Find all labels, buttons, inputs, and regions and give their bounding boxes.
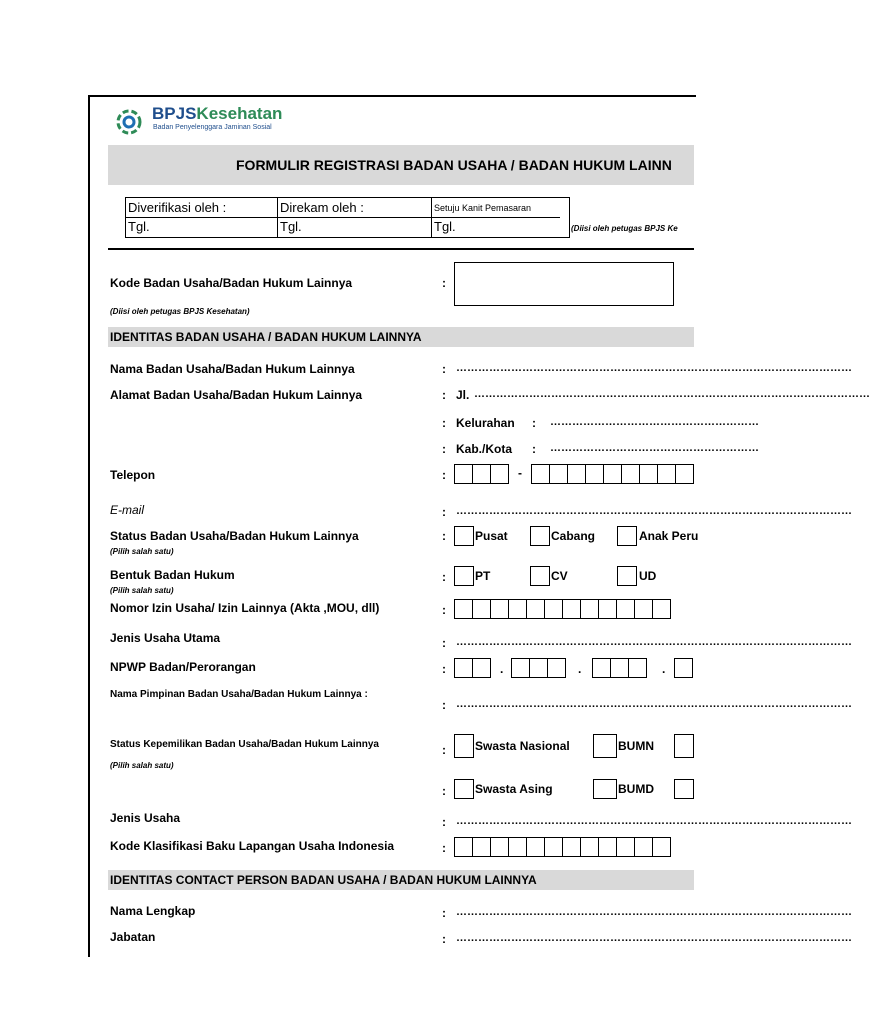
kode-input[interactable] (454, 262, 674, 306)
jenis-usaha-utama-input[interactable]: ……………………………………………………………………………………………… (456, 636, 852, 648)
nomor-izin-label: Nomor Izin Usaha/ Izin Lainnya (Akta ,MOU, dll) (110, 601, 380, 615)
jl-input[interactable]: ……………………………………………………………………………………………… (474, 388, 870, 400)
alamat-label: Alamat Badan Usaha/Badan Hukum Lainnya (110, 388, 363, 402)
recorded-date-label: Tgl. (280, 219, 302, 234)
swasta-nasional-checkbox[interactable] (454, 734, 474, 758)
npwp-label: NPWP Badan/Perorangan (110, 660, 256, 674)
swasta-asing-checkbox[interactable] (454, 779, 474, 799)
kode-label: Kode Badan Usaha/Badan Hukum Lainnya (110, 276, 353, 290)
jl-label: Jl. (456, 388, 470, 402)
page-title: FORMULIR REGISTRASI BADAN USAHA / BADAN HUKUM LAINN (236, 157, 672, 173)
telepon-number-input[interactable] (531, 464, 693, 484)
cabang-checkbox[interactable] (530, 526, 550, 546)
approved-by-label: Setuju Kanit Pemasaran (434, 203, 532, 213)
anak-perusahaan-label: Anak Peru (639, 529, 699, 543)
telepon-area-input[interactable] (454, 464, 508, 484)
section-identitas-badan: IDENTITAS BADAN USAHA / BADAN HUKUM LAINNYA (108, 327, 694, 347)
nama-input[interactable]: ……………………………………………………………………………………………… (456, 362, 852, 374)
cv-checkbox[interactable] (530, 566, 550, 586)
ud-checkbox[interactable] (617, 566, 637, 586)
kepemilikan-note: (Pilih salah satu) (110, 761, 174, 770)
pusat-checkbox[interactable] (454, 526, 474, 546)
brand-bpjs: BPJS (152, 104, 197, 123)
section-identitas-contact: IDENTITAS CONTACT PERSON BADAN USAHA / BADAN HUKUM LAINNYA (108, 870, 694, 890)
npwp-part1-input[interactable] (454, 658, 490, 678)
bumn-checkbox[interactable] (593, 734, 617, 758)
bumn-label: BUMN (618, 739, 654, 753)
bpjs-logo (112, 106, 292, 136)
pusat-label: Pusat (475, 529, 508, 543)
npwp-part4-input[interactable] (674, 658, 692, 678)
other-ownership-2-checkbox[interactable] (674, 779, 694, 799)
verified-by-label: Diverifikasi oleh : (128, 200, 227, 215)
title-bar (108, 145, 712, 185)
nama-lengkap-label: Nama Lengkap (110, 904, 196, 918)
swasta-asing-label: Swasta Asing (475, 782, 553, 796)
npwp-part2-input[interactable] (511, 658, 565, 678)
recorded-by-label: Direkam oleh : (280, 200, 364, 215)
jenis-usaha-input[interactable]: ……………………………………………………………………………………………… (456, 815, 852, 827)
status-note: (Pilih salah satu) (110, 547, 174, 556)
jabatan-label: Jabatan (110, 930, 156, 944)
bpjs-emblem-icon (115, 108, 143, 136)
telepon-label: Telepon (110, 468, 156, 482)
verification-note: (Diisi oleh petugas BPJS Ke (571, 224, 678, 233)
kbli-label: Kode Klasifikasi Baku Lapangan Usaha Indonesia (110, 839, 395, 853)
kelurahan-label: Kelurahan (456, 416, 515, 430)
cv-label: CV (551, 569, 568, 583)
pt-checkbox[interactable] (454, 566, 474, 586)
nama-pimpinan-input[interactable]: ……………………………………………………………………………………………… (456, 698, 852, 710)
verified-date-label: Tgl. (128, 219, 150, 234)
npwp-part3-input[interactable] (592, 658, 646, 678)
nama-lengkap-input[interactable]: ……………………………………………………………………………………………… (456, 906, 852, 918)
kabkota-label: Kab./Kota (456, 442, 513, 456)
bentuk-label: Bentuk Badan Hukum (110, 568, 235, 582)
bentuk-note: (Pilih salah satu) (110, 586, 174, 595)
email-input[interactable]: ……………………………………………………………………………………………… (456, 505, 852, 517)
status-label: Status Badan Usaha/Badan Hukum Lainnya (110, 529, 359, 543)
bumd-label: BUMD (618, 782, 654, 796)
swasta-nasional-label: Swasta Nasional (475, 739, 570, 753)
jenis-usaha-utama-label: Jenis Usaha Utama (110, 631, 221, 645)
anak-perusahaan-checkbox[interactable] (617, 526, 637, 546)
bumd-checkbox[interactable] (593, 779, 617, 799)
jenis-usaha-label: Jenis Usaha (110, 811, 181, 825)
email-label: E-mail (110, 503, 145, 517)
ud-label: UD (639, 569, 657, 583)
pt-label: PT (475, 569, 491, 583)
kelurahan-input[interactable]: ………………………………………………… (550, 416, 759, 428)
cabang-label: Cabang (551, 529, 596, 543)
kode-note: (Diisi oleh petugas BPJS Kesehatan) (110, 307, 250, 316)
nomor-izin-input[interactable] (454, 599, 670, 619)
kabkota-input[interactable]: ………………………………………………… (550, 442, 759, 454)
kbli-input[interactable] (454, 837, 670, 857)
kepemilikan-label: Status Kepemilikan Badan Usaha/Badan Hukum Lainnya (110, 739, 379, 750)
brand-kesehatan: Kesehatan (196, 104, 283, 123)
jabatan-input[interactable]: ……………………………………………………………………………………………… (456, 932, 852, 944)
brand-subtitle: Badan Penyelenggara Jaminan Sosial (153, 124, 272, 131)
nama-label: Nama Badan Usaha/Badan Hukum Lainnya (110, 362, 355, 376)
other-ownership-checkbox[interactable] (674, 734, 694, 758)
nama-pimpinan-label: Nama Pimpinan Badan Usaha/Badan Hukum Lainnya : (110, 689, 368, 700)
approved-date-label: Tgl. (434, 219, 456, 234)
